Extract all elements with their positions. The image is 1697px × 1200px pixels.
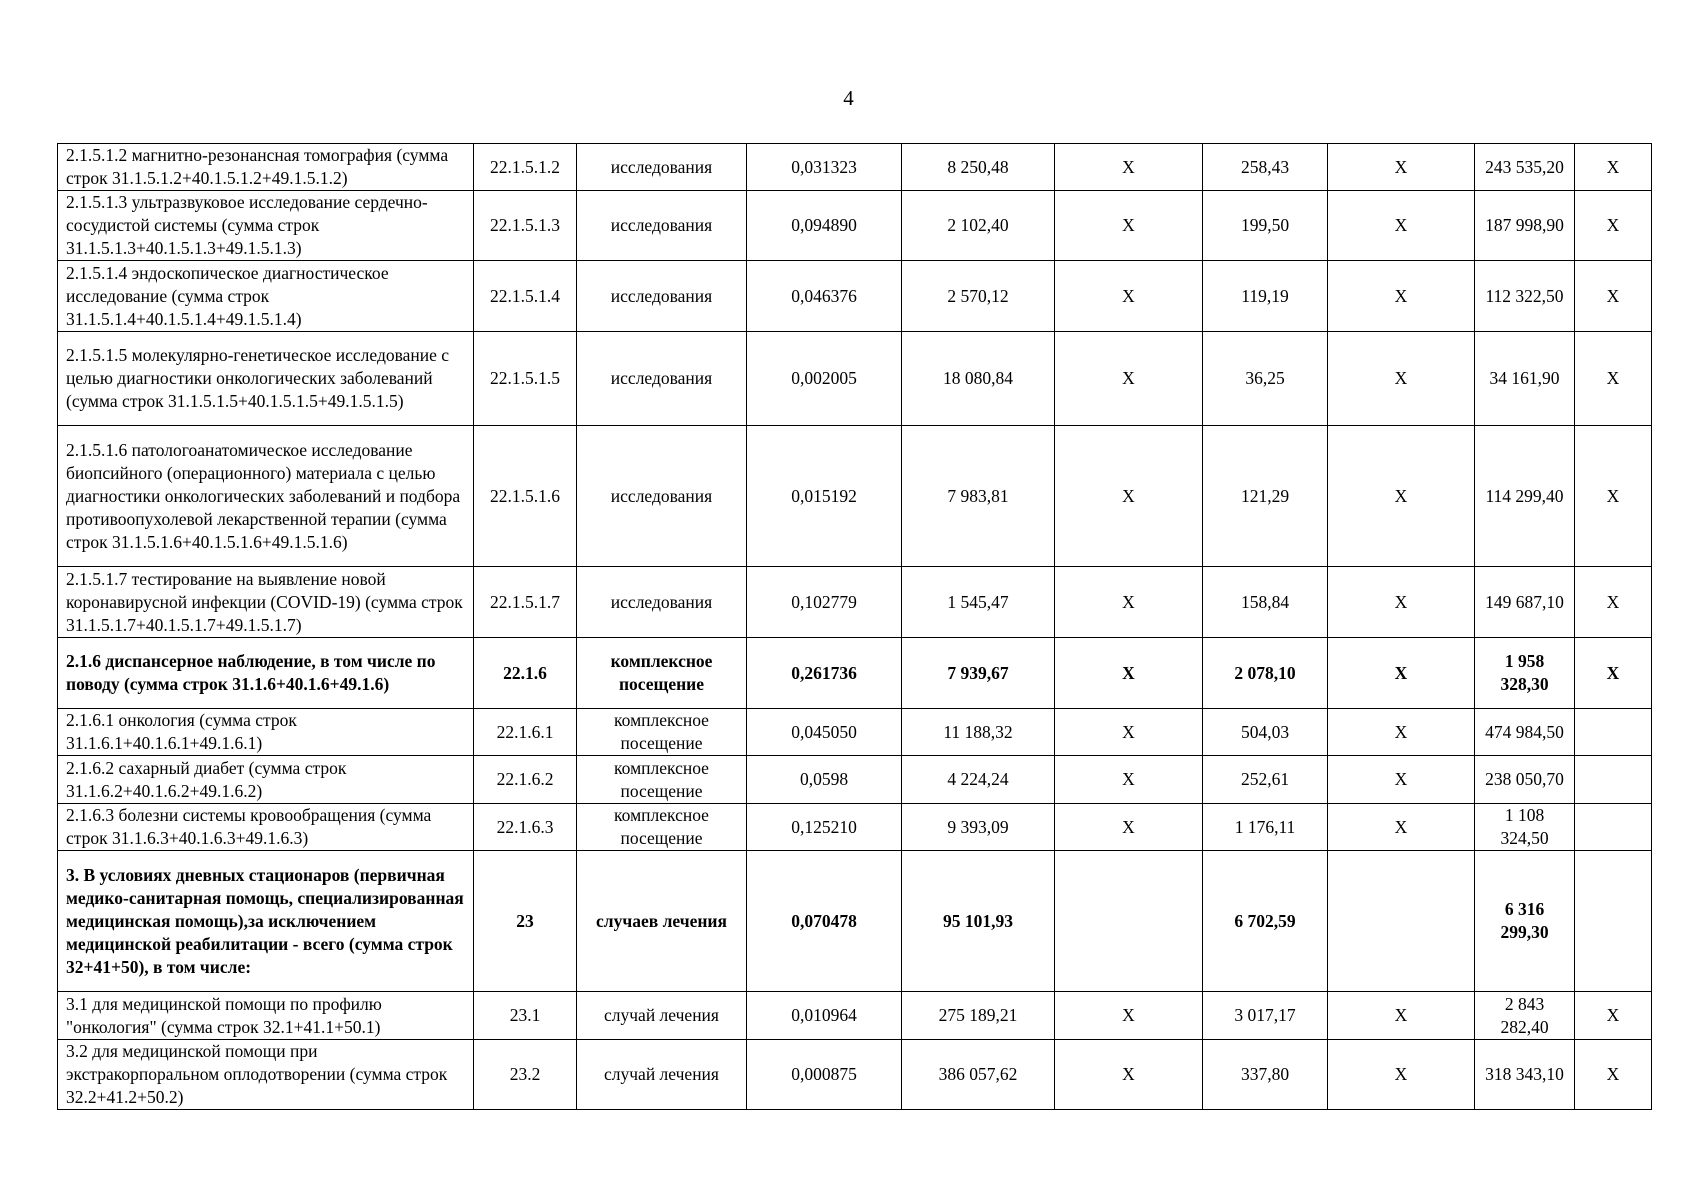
row-cost-cell: 386 057,62 <box>902 1040 1055 1110</box>
row-x3-cell: X <box>1575 992 1652 1040</box>
row-norm-cell: 0,015192 <box>747 426 902 567</box>
table-row <box>58 709 1652 756</box>
row-value-cell: 3 017,17 <box>1203 992 1328 1040</box>
row-x3-cell: X <box>1575 567 1652 638</box>
row-x1-cell: X <box>1055 992 1203 1040</box>
row-cost-cell: 275 189,21 <box>902 992 1055 1040</box>
row-x2-cell: X <box>1328 144 1475 191</box>
row-x1-cell: X <box>1055 332 1203 426</box>
row-x1-cell: X <box>1055 804 1203 851</box>
table-row <box>58 191 1652 261</box>
row-norm-cell: 0,094890 <box>747 191 902 261</box>
row-code-cell: 22.1.5.1.5 <box>474 332 577 426</box>
row-unit-cell: исследования <box>577 144 747 191</box>
row-x1-cell: X <box>1055 638 1203 709</box>
row-code-cell: 23.2 <box>474 1040 577 1110</box>
row-x1-cell: X <box>1055 756 1203 804</box>
row-x2-cell: X <box>1328 1040 1475 1110</box>
row-total-cell: 34 161,90 <box>1475 332 1575 426</box>
row-code-cell: 22.1.6.1 <box>474 709 577 756</box>
row-name-cell: 2.1.5.1.7 тестирование на выявление новой коронавирусной инфекции (COVID-19) (сумма строк 31.1.5.1.7+40.1.5.1.7+49.1.5.1.7) <box>58 567 474 638</box>
table-row <box>58 1040 1652 1110</box>
row-code-cell: 22.1.5.1.3 <box>474 191 577 261</box>
row-unit-cell: исследования <box>577 567 747 638</box>
row-value-cell: 199,50 <box>1203 191 1328 261</box>
row-x1-cell: X <box>1055 426 1203 567</box>
table-row <box>58 426 1652 567</box>
row-norm-cell: 0,125210 <box>747 804 902 851</box>
row-x1-cell: X <box>1055 567 1203 638</box>
table-row <box>58 638 1652 709</box>
row-x1-cell: X <box>1055 144 1203 191</box>
row-total-cell: 243 535,20 <box>1475 144 1575 191</box>
row-x2-cell: X <box>1328 261 1475 332</box>
row-norm-cell: 0,031323 <box>747 144 902 191</box>
row-code-cell: 23 <box>474 851 577 992</box>
row-cost-cell: 8 250,48 <box>902 144 1055 191</box>
row-x2-cell: X <box>1328 191 1475 261</box>
row-unit-cell: случай лечения <box>577 992 747 1040</box>
table-row <box>58 332 1652 426</box>
row-x3-cell <box>1575 804 1652 851</box>
row-total-cell: 6 316 299,30 <box>1475 851 1575 992</box>
row-unit-cell: исследования <box>577 191 747 261</box>
row-name-cell: 3.1 для медицинской помощи по профилю "онкология" (сумма строк 32.1+41.1+50.1) <box>58 992 474 1040</box>
row-x3-cell: X <box>1575 638 1652 709</box>
row-value-cell: 337,80 <box>1203 1040 1328 1110</box>
row-name-cell: 3. В условиях дневных стационаров (первичная медико-санитарная помощь, специализированная медицинская помощь),за исключением медицинской реабилитации - всего (сумма строк 32+41+50), в том числе: <box>58 851 474 992</box>
row-code-cell: 22.1.5.1.4 <box>474 261 577 332</box>
row-name-cell: 2.1.6.2 сахарный диабет (сумма строк 31.1.6.2+40.1.6.2+49.1.6.2) <box>58 756 474 804</box>
table-row <box>58 144 1652 191</box>
row-total-cell: 238 050,70 <box>1475 756 1575 804</box>
row-value-cell: 158,84 <box>1203 567 1328 638</box>
row-code-cell: 22.1.5.1.6 <box>474 426 577 567</box>
row-norm-cell: 0,102779 <box>747 567 902 638</box>
row-x2-cell: X <box>1328 426 1475 567</box>
row-code-cell: 23.1 <box>474 992 577 1040</box>
row-cost-cell: 7 983,81 <box>902 426 1055 567</box>
row-norm-cell: 0,070478 <box>747 851 902 992</box>
row-norm-cell: 0,002005 <box>747 332 902 426</box>
row-value-cell: 6 702,59 <box>1203 851 1328 992</box>
row-total-cell: 187 998,90 <box>1475 191 1575 261</box>
row-value-cell: 252,61 <box>1203 756 1328 804</box>
row-x1-cell: X <box>1055 709 1203 756</box>
row-name-cell: 2.1.5.1.6 патологоанатомическое исследование биопсийного (операционного) материала с целью диагностики онкологических заболеваний и подбора противоопухолевой лекарственной терапии (сумма строк 31.1.5.1.6+40.1.5.1.6+49.1.5.1.6) <box>58 426 474 567</box>
row-unit-cell: исследования <box>577 332 747 426</box>
row-x2-cell: X <box>1328 709 1475 756</box>
row-name-cell: 2.1.6 диспансерное наблюдение, в том числе по поводу (сумма строк 31.1.6+40.1.6+49.1.6) <box>58 638 474 709</box>
row-code-cell: 22.1.6 <box>474 638 577 709</box>
row-total-cell: 318 343,10 <box>1475 1040 1575 1110</box>
row-x1-cell: X <box>1055 191 1203 261</box>
row-x3-cell <box>1575 756 1652 804</box>
row-name-cell: 2.1.6.1 онкология (сумма строк 31.1.6.1+40.1.6.1+49.1.6.1) <box>58 709 474 756</box>
row-cost-cell: 4 224,24 <box>902 756 1055 804</box>
row-value-cell: 504,03 <box>1203 709 1328 756</box>
row-code-cell: 22.1.6.2 <box>474 756 577 804</box>
row-name-cell: 2.1.5.1.5 молекулярно-генетическое исследование с целью диагностики онкологических заболеваний (сумма строк 31.1.5.1.5+40.1.5.1.5+49.1.5.1.5) <box>58 332 474 426</box>
row-x3-cell <box>1575 851 1652 992</box>
row-x2-cell <box>1328 851 1475 992</box>
row-code-cell: 22.1.5.1.7 <box>474 567 577 638</box>
row-cost-cell: 2 570,12 <box>902 261 1055 332</box>
row-unit-cell: исследования <box>577 426 747 567</box>
row-x2-cell: X <box>1328 756 1475 804</box>
row-norm-cell: 0,046376 <box>747 261 902 332</box>
row-x3-cell <box>1575 709 1652 756</box>
row-unit-cell: комплексное посещение <box>577 804 747 851</box>
row-total-cell: 1 958 328,30 <box>1475 638 1575 709</box>
row-total-cell: 474 984,50 <box>1475 709 1575 756</box>
row-x2-cell: X <box>1328 992 1475 1040</box>
row-x3-cell: X <box>1575 191 1652 261</box>
table-row <box>58 851 1652 992</box>
row-cost-cell: 7 939,67 <box>902 638 1055 709</box>
row-code-cell: 22.1.6.3 <box>474 804 577 851</box>
row-total-cell: 112 322,50 <box>1475 261 1575 332</box>
row-cost-cell: 18 080,84 <box>902 332 1055 426</box>
row-total-cell: 149 687,10 <box>1475 567 1575 638</box>
row-x3-cell: X <box>1575 332 1652 426</box>
table-row <box>58 992 1652 1040</box>
row-norm-cell: 0,261736 <box>747 638 902 709</box>
row-cost-cell: 1 545,47 <box>902 567 1055 638</box>
row-x1-cell: X <box>1055 1040 1203 1110</box>
row-x2-cell: X <box>1328 567 1475 638</box>
row-x3-cell: X <box>1575 144 1652 191</box>
row-cost-cell: 2 102,40 <box>902 191 1055 261</box>
page-number: 4 <box>843 86 854 110</box>
row-name-cell: 2.1.5.1.4 эндоскопическое диагностическое исследование (сумма строк 31.1.5.1.4+40.1.5.1.4+49.1.5.1.4) <box>58 261 474 332</box>
row-value-cell: 1 176,11 <box>1203 804 1328 851</box>
row-value-cell: 258,43 <box>1203 144 1328 191</box>
row-cost-cell: 95 101,93 <box>902 851 1055 992</box>
row-x1-cell: X <box>1055 261 1203 332</box>
row-norm-cell: 0,010964 <box>747 992 902 1040</box>
row-total-cell: 2 843 282,40 <box>1475 992 1575 1040</box>
row-x2-cell: X <box>1328 638 1475 709</box>
table-body <box>58 144 1652 1110</box>
row-total-cell: 114 299,40 <box>1475 426 1575 567</box>
row-name-cell: 3.2 для медицинской помощи при экстракорпоральном оплодотворении (сумма строк 32.2+41.2+50.2) <box>58 1040 474 1110</box>
row-unit-cell: случай лечения <box>577 1040 747 1110</box>
row-norm-cell: 0,045050 <box>747 709 902 756</box>
table-row <box>58 567 1652 638</box>
row-x3-cell: X <box>1575 261 1652 332</box>
row-value-cell: 119,19 <box>1203 261 1328 332</box>
row-name-cell: 2.1.6.3 болезни системы кровообращения (сумма строк 31.1.6.3+40.1.6.3+49.1.6.3) <box>58 804 474 851</box>
row-cost-cell: 9 393,09 <box>902 804 1055 851</box>
row-norm-cell: 0,0598 <box>747 756 902 804</box>
table-row <box>58 261 1652 332</box>
row-value-cell: 36,25 <box>1203 332 1328 426</box>
row-unit-cell: исследования <box>577 261 747 332</box>
row-x1-cell <box>1055 851 1203 992</box>
row-code-cell: 22.1.5.1.2 <box>474 144 577 191</box>
data-table <box>57 143 1652 1110</box>
row-name-cell: 2.1.5.1.2 магнитно-резонансная томография (сумма строк 31.1.5.1.2+40.1.5.1.2+49.1.5.1.2) <box>58 144 474 191</box>
row-unit-cell: случаев лечения <box>577 851 747 992</box>
table-row <box>58 804 1652 851</box>
row-unit-cell: комплексное посещение <box>577 709 747 756</box>
row-unit-cell: комплексное посещение <box>577 638 747 709</box>
row-x2-cell: X <box>1328 332 1475 426</box>
row-value-cell: 121,29 <box>1203 426 1328 567</box>
row-x3-cell: X <box>1575 426 1652 567</box>
row-total-cell: 1 108 324,50 <box>1475 804 1575 851</box>
row-cost-cell: 11 188,32 <box>902 709 1055 756</box>
row-x2-cell: X <box>1328 804 1475 851</box>
row-value-cell: 2 078,10 <box>1203 638 1328 709</box>
row-name-cell: 2.1.5.1.3 ультразвуковое исследование сердечно-сосудистой системы (сумма строк 31.1.5.1.3+40.1.5.1.3+49.1.5.1.3) <box>58 191 474 261</box>
row-unit-cell: комплексное посещение <box>577 756 747 804</box>
row-norm-cell: 0,000875 <box>747 1040 902 1110</box>
row-x3-cell: X <box>1575 1040 1652 1110</box>
table-row <box>58 756 1652 804</box>
